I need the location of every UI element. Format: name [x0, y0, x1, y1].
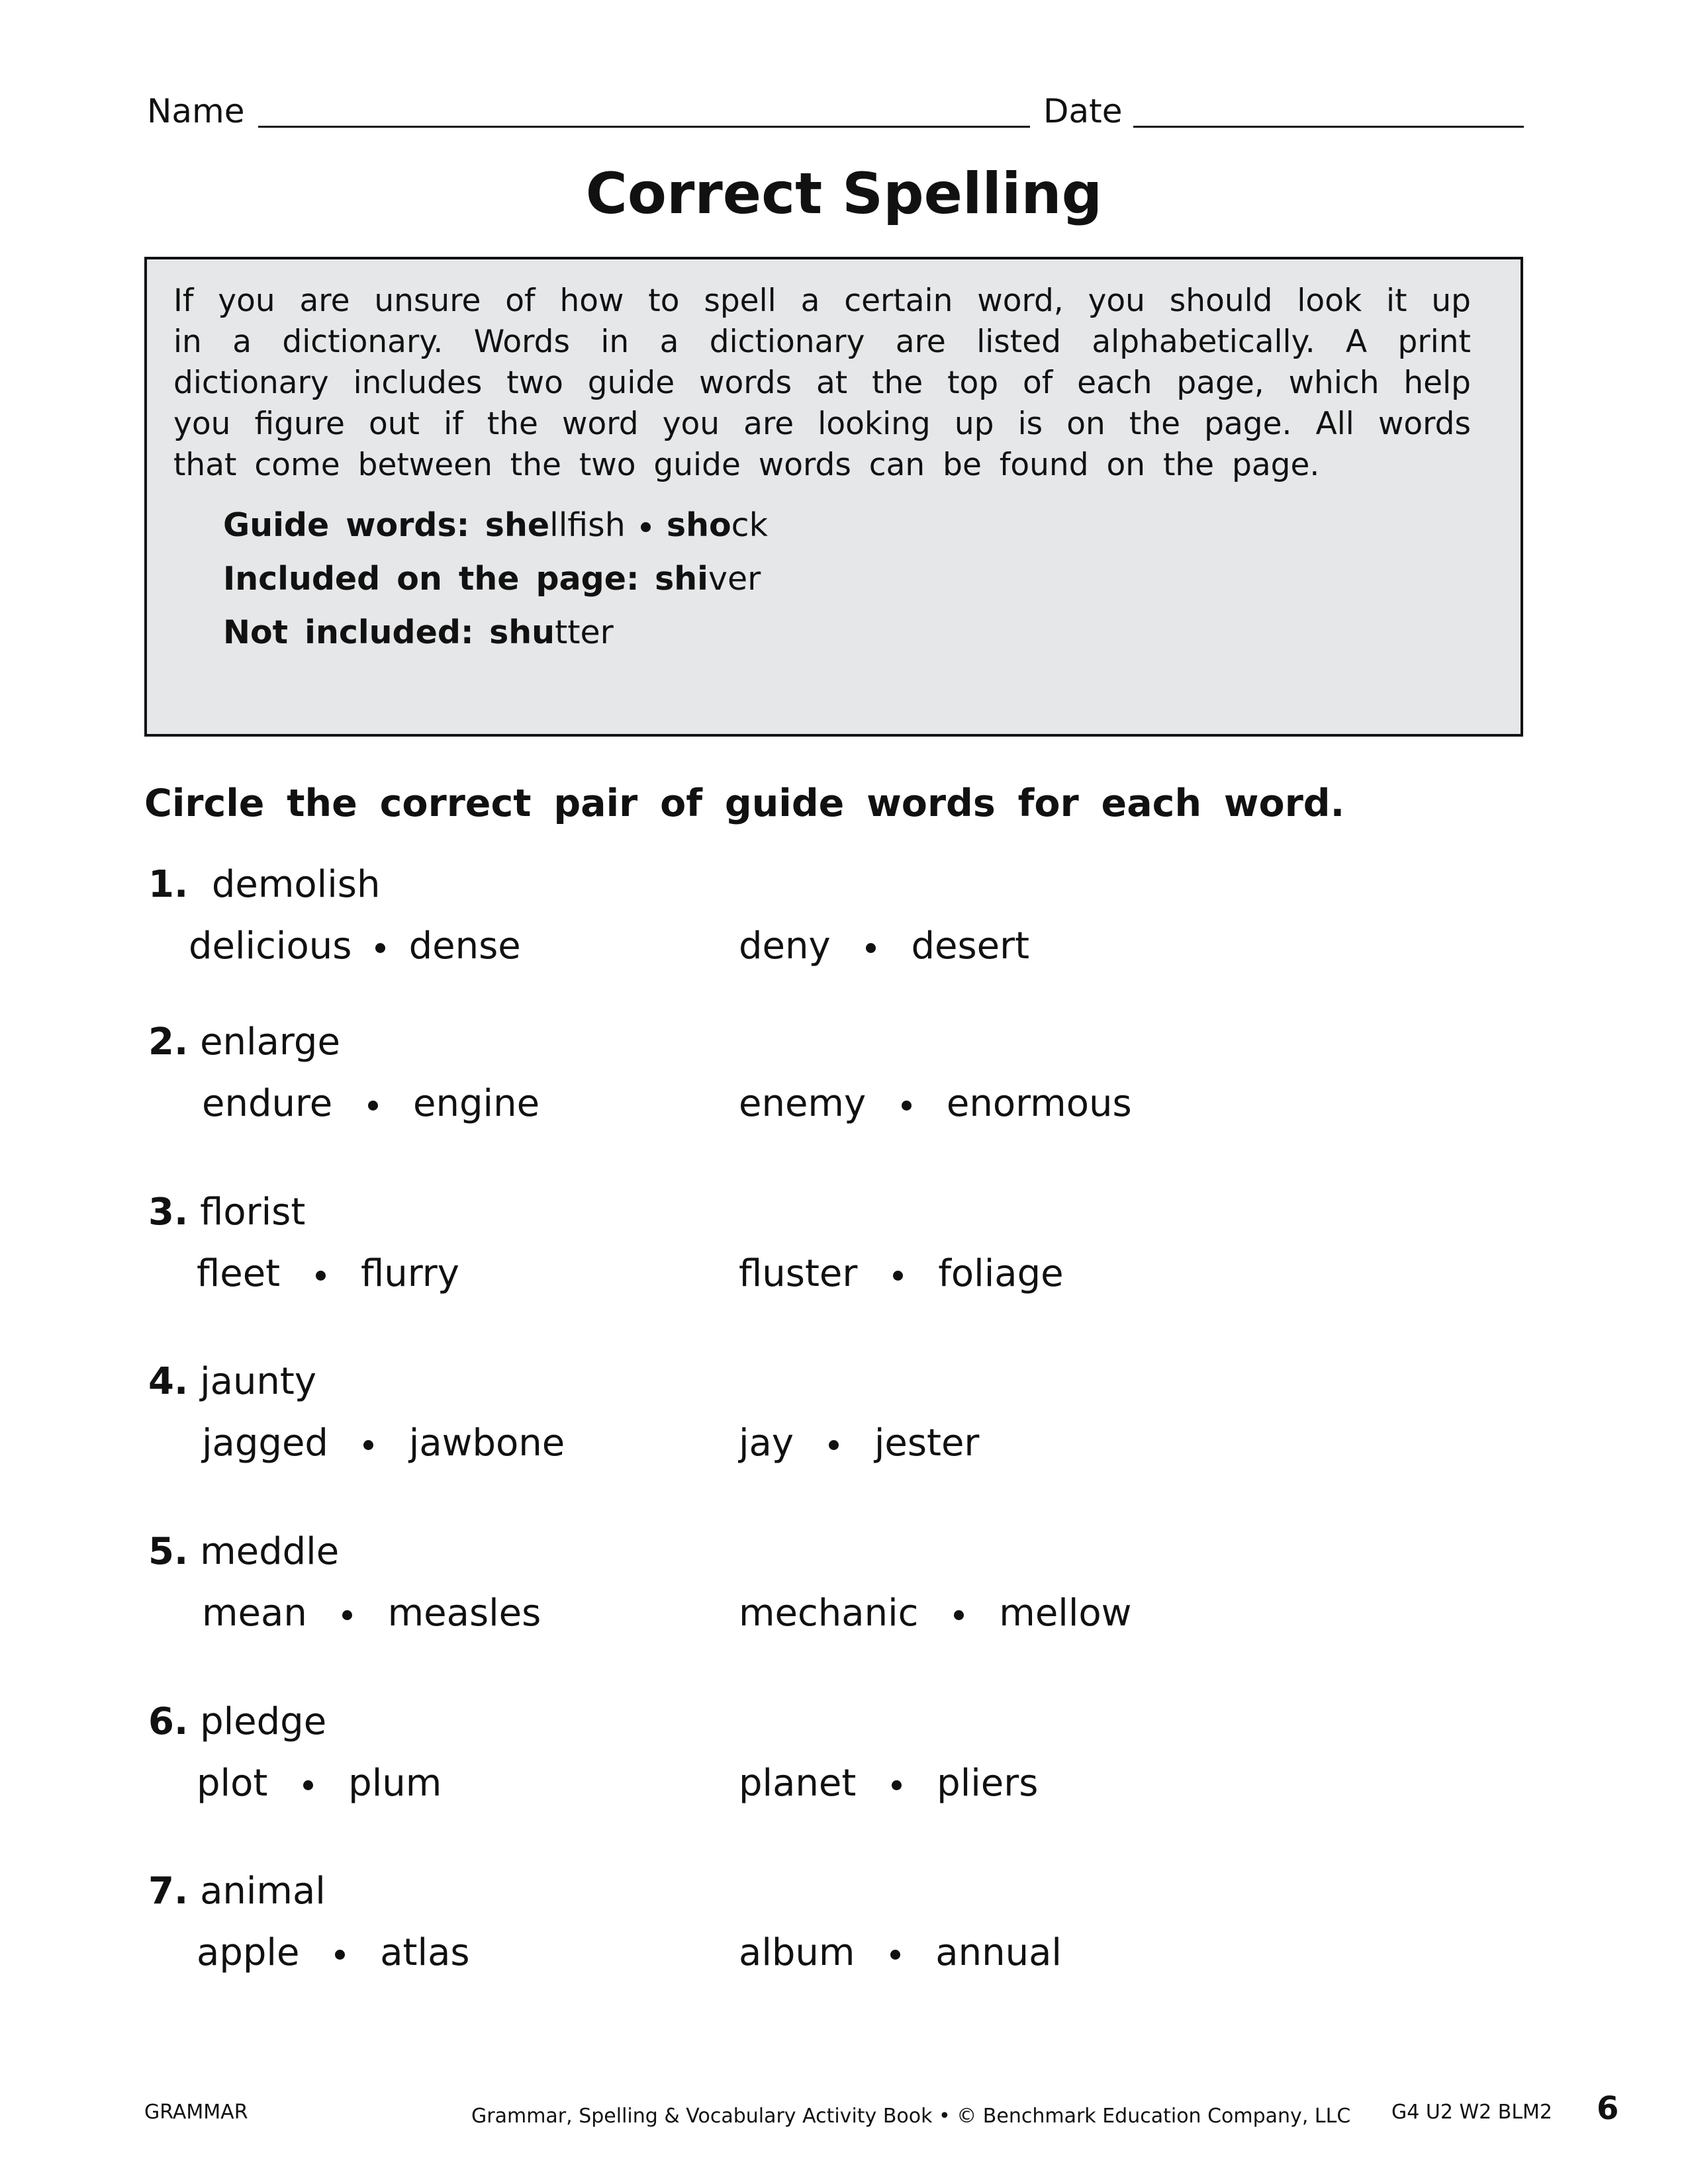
- guide-word: jester: [874, 1422, 980, 1465]
- guide-word: fleet: [197, 1252, 281, 1295]
- guide-word: album: [739, 1931, 855, 1974]
- guide-word: mellow: [999, 1592, 1132, 1635]
- guide-word-2-bold: sho: [666, 506, 731, 544]
- question-number: 4.: [148, 1360, 189, 1403]
- included-rest: ver: [708, 560, 761, 598]
- footer-code: G4 U2 W2 BLM2: [1391, 2101, 1553, 2124]
- guide-word: delicious: [189, 925, 352, 968]
- question-term: florist: [200, 1191, 306, 1234]
- instructions: Circle the correct pair of guide words for each word.: [144, 782, 1345, 825]
- guide-pair-a[interactable]: [202, 1081, 539, 1127]
- bullet-icon: [954, 1610, 964, 1620]
- bullet-icon: [375, 943, 385, 953]
- question-number: 2.: [148, 1021, 189, 1064]
- bullet-icon: [316, 1271, 326, 1281]
- question-term: animal: [200, 1870, 326, 1913]
- guide-pair-b[interactable]: [739, 1081, 1132, 1127]
- name-line[interactable]: [258, 126, 1030, 128]
- guide-word: plot: [197, 1762, 268, 1805]
- guide-word: measles: [387, 1592, 541, 1635]
- not-included-label: Not included:: [223, 614, 474, 651]
- page-number: 6: [1597, 2090, 1619, 2127]
- guide-word: mean: [202, 1592, 307, 1635]
- question-word: [148, 1529, 339, 1575]
- bullet-icon: [866, 943, 876, 953]
- question-word: [148, 1699, 326, 1745]
- name-label: Name: [147, 92, 245, 130]
- intro-line: that come between the two guide words can be found on the page.: [173, 447, 1320, 483]
- info-box: [144, 257, 1523, 737]
- intro-line: in a dictionary. Words in a dictionary are listed alphabetically. A print: [173, 324, 1471, 360]
- guide-word: mechanic: [739, 1592, 919, 1635]
- question-word: [148, 1868, 326, 1915]
- bullet-icon: [342, 1610, 352, 1620]
- guide-pair-b[interactable]: [739, 1760, 1038, 1807]
- guide-word: jay: [739, 1422, 794, 1465]
- guide-pair-b[interactable]: [739, 1251, 1064, 1297]
- question-term: demolish: [211, 863, 381, 906]
- question-number: 5.: [148, 1530, 189, 1573]
- guide-word: engine: [413, 1082, 540, 1125]
- guide-word: apple: [197, 1931, 300, 1974]
- intro-line: you figure out if the word you are looking up is on the page. All words: [173, 406, 1471, 442]
- guide-word: foliage: [938, 1252, 1064, 1295]
- bullet-icon: [893, 1271, 903, 1281]
- guide-word: endure: [202, 1082, 333, 1125]
- question-word: [148, 1019, 340, 1066]
- guide-word: jagged: [202, 1422, 328, 1465]
- included-label: Included on the page:: [223, 560, 639, 598]
- guide-words-example: [223, 504, 768, 547]
- not-included-rest: tter: [555, 614, 614, 651]
- question-term: meddle: [200, 1530, 340, 1573]
- page-title: Correct Spelling: [585, 161, 1103, 227]
- guide-pair-a[interactable]: [197, 1760, 442, 1807]
- guide-word: planet: [739, 1762, 857, 1805]
- guide-word-2-rest: ck: [731, 506, 768, 544]
- guide-pair-b[interactable]: [739, 923, 1029, 970]
- guide-word: deny: [739, 925, 831, 968]
- not-included-bold: shu: [489, 614, 555, 651]
- question-term: jaunty: [200, 1360, 317, 1403]
- guide-pair-a[interactable]: [202, 1420, 565, 1467]
- guide-pair-a[interactable]: [189, 923, 521, 970]
- footer-credit: Grammar, Spelling & Vocabulary Activity Book • © Benchmark Education Company, LLC: [471, 2105, 1351, 2128]
- guide-word-1-bold: she: [485, 506, 550, 544]
- guide-word: atlas: [380, 1931, 470, 1974]
- guide-word: flurry: [360, 1252, 459, 1295]
- guide-pair-a[interactable]: [197, 1251, 459, 1297]
- bullet-icon: [902, 1101, 912, 1111]
- guide-pair-a[interactable]: [202, 1590, 541, 1637]
- bullet-icon: [368, 1101, 378, 1111]
- included-bold: shi: [655, 560, 708, 598]
- question-term: enlarge: [200, 1021, 340, 1064]
- guide-word: fluster: [739, 1252, 858, 1295]
- intro-line: If you are unsure of how to spell a certain word, you should look it up: [173, 283, 1471, 319]
- question-word: [148, 1359, 316, 1405]
- bullet-icon: [892, 1780, 902, 1790]
- included-example: [223, 558, 761, 600]
- guide-word: dense: [408, 925, 521, 968]
- bullet-icon: [303, 1780, 313, 1790]
- guide-word: annual: [935, 1931, 1062, 1974]
- question-term: pledge: [200, 1700, 327, 1743]
- guide-word-1-rest: llfish: [549, 506, 626, 544]
- bullet-icon: [363, 1440, 373, 1450]
- guide-words-label: Guide words:: [223, 506, 470, 544]
- question-word: [148, 1189, 305, 1236]
- date-label: Date: [1043, 92, 1123, 130]
- guide-word: enormous: [946, 1082, 1132, 1125]
- question-word: [148, 862, 380, 908]
- guide-pair-b[interactable]: [739, 1590, 1131, 1637]
- date-line[interactable]: [1133, 126, 1524, 128]
- not-included-example: [223, 612, 614, 654]
- guide-word: desert: [911, 925, 1030, 968]
- bullet-icon: [641, 522, 651, 532]
- bullet-icon: [829, 1440, 839, 1450]
- guide-pair-b[interactable]: [739, 1930, 1062, 1976]
- intro-line: dictionary includes two guide words at the top of each page, which help: [173, 365, 1471, 401]
- question-number: 6.: [148, 1700, 189, 1743]
- guide-word: plum: [348, 1762, 442, 1805]
- guide-word: enemy: [739, 1082, 867, 1125]
- bullet-icon: [890, 1950, 900, 1960]
- guide-pair-a[interactable]: [197, 1930, 470, 1976]
- guide-word: pliers: [937, 1762, 1039, 1805]
- guide-word: jawbone: [408, 1422, 565, 1465]
- footer-section: GRAMMAR: [144, 2101, 248, 2124]
- question-number: 7.: [148, 1870, 189, 1913]
- question-number: 3.: [148, 1191, 189, 1234]
- guide-pair-b[interactable]: [739, 1420, 979, 1467]
- question-number: 1.: [148, 863, 189, 906]
- bullet-icon: [335, 1950, 345, 1960]
